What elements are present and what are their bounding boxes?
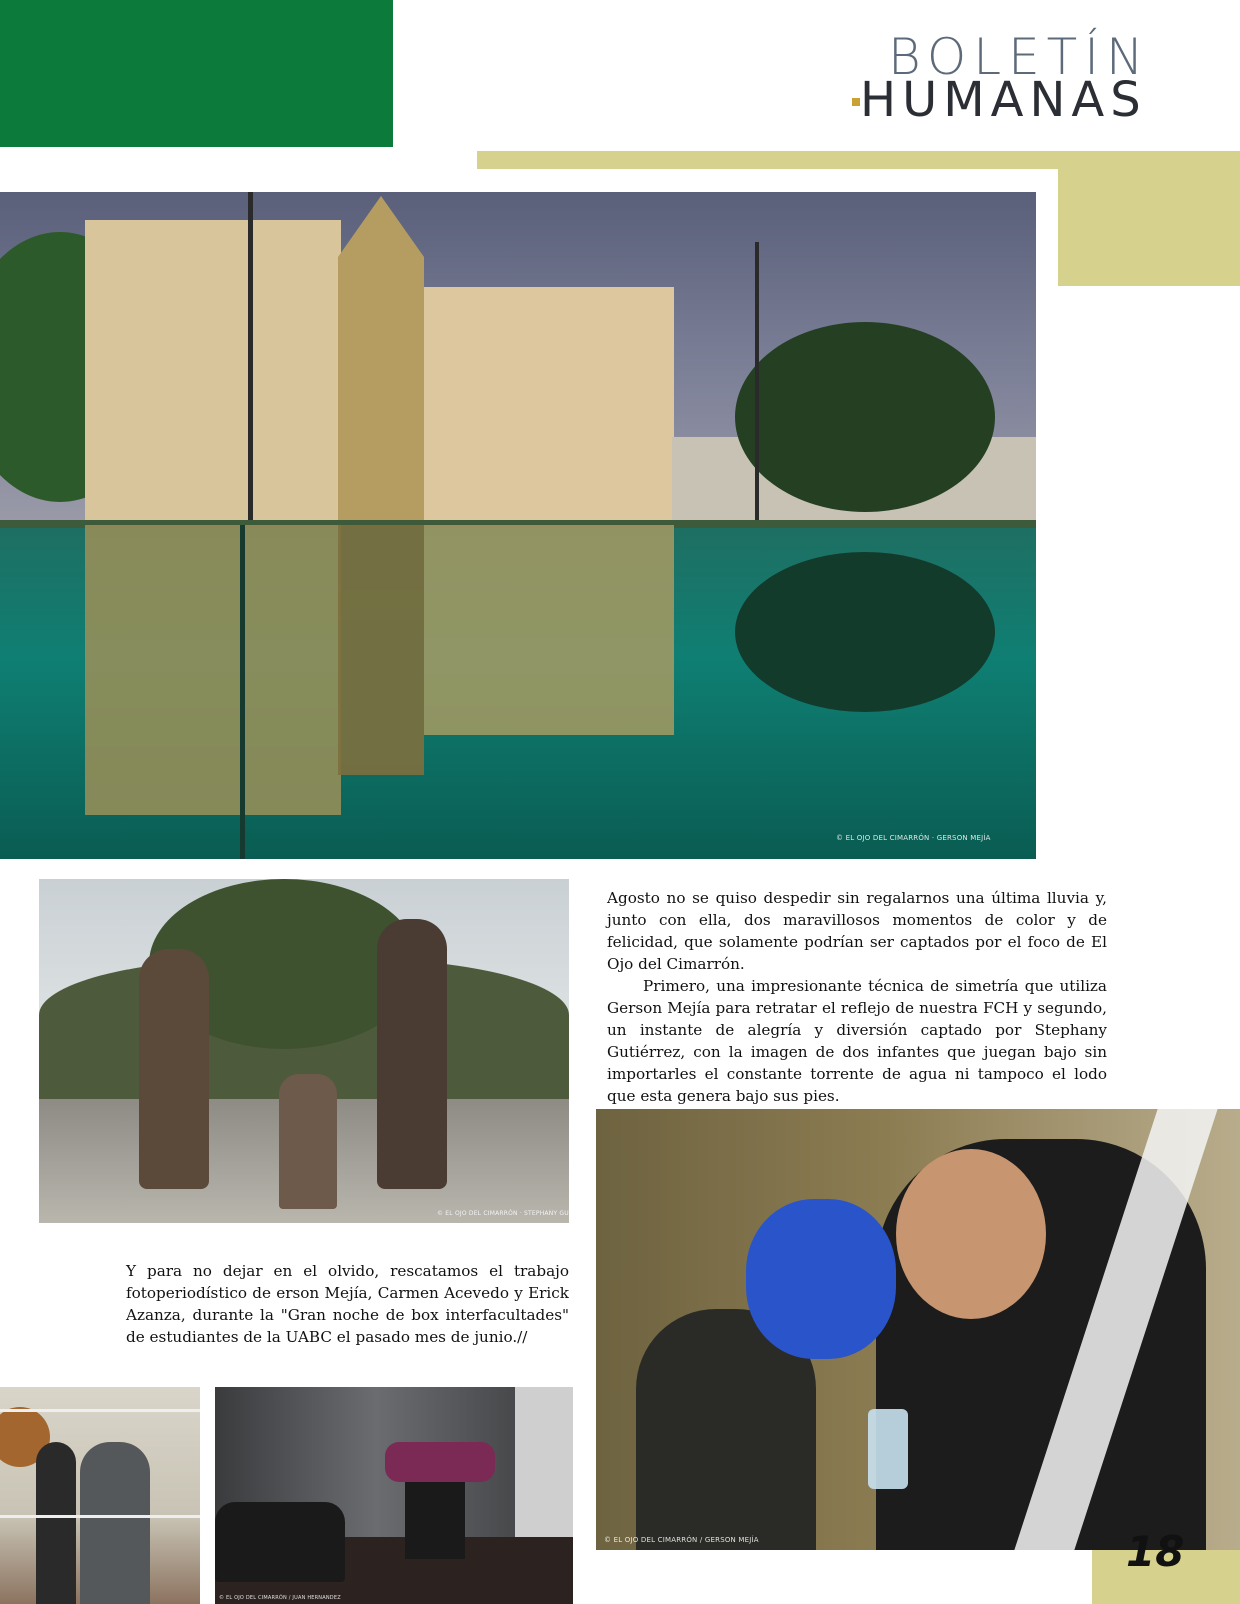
photo-door	[515, 1387, 573, 1537]
photo-reflection-building-left	[85, 525, 341, 815]
photo-reflection-pole	[240, 525, 245, 859]
photo-credit: © EL OJO DEL CIMARRÓN · STEPHANY GUTIÉRREZ	[437, 1210, 596, 1217]
photo-rock	[279, 1074, 337, 1209]
page-number: 18	[1126, 1527, 1185, 1576]
photo-coach-face	[896, 1149, 1046, 1319]
masthead-title-line1: BOLETÍN	[888, 28, 1151, 86]
photo-reflection-tree	[735, 552, 995, 712]
photo-credit: © EL OJO DEL CIMARRÓN / GERSON MEJÍA	[604, 1536, 759, 1544]
khaki-accent-side	[1058, 151, 1240, 286]
article-box-night	[126, 1260, 569, 1348]
masthead-logo	[860, 28, 1180, 128]
green-header-block	[0, 0, 393, 147]
photo-person-stretching	[385, 1442, 495, 1482]
photo-building-tower	[338, 257, 424, 525]
photo-boxing-coach	[596, 1109, 1240, 1550]
photo-pole	[248, 192, 253, 525]
photo-building-right	[424, 287, 674, 525]
photo-reflection-building-right	[424, 525, 674, 735]
article-paragraph: Primero, una impresionante técnica de simetría que utiliza Gerson Mejía para retratar el reflejo de nuestra FCH y segundo, un instante de alegría y diversión captado por Stephany Gutiérrez, con la imagen de dos infantes que juegan bajo sin importarles el constante torrente de agua ni tampoco el lodo que esta genera bajo sus pies.	[607, 977, 1107, 1105]
masthead-dot	[852, 98, 860, 106]
photo-credit: © EL OJO DEL CIMARRÓN · GERSON MEJÍA	[836, 834, 991, 842]
photo-ring-rope-top	[0, 1409, 200, 1412]
photo-hallway-warmup	[215, 1387, 573, 1604]
photo-kids-in-rain	[39, 879, 596, 1223]
photo-boxer-one	[36, 1442, 76, 1604]
photo-child-left	[139, 949, 209, 1189]
photo-ring-rope-middle	[0, 1515, 200, 1518]
photo-tree-right	[735, 322, 995, 512]
photo-person-legs	[405, 1479, 465, 1559]
photo-lamp-post	[755, 242, 759, 525]
article-paragraph: Agosto no se quiso despedir sin regalarnos una última lluvia y, junto con ella, dos maravillosos momentos de color y de felicidad, que solamente podrían ser captados por el foco de El Ojo del Cimarrón.	[607, 889, 1107, 973]
photo-building-tower-roof	[338, 196, 424, 257]
photo-boxer-two	[80, 1442, 150, 1604]
article-paragraph: Y para no dejar en el olvido, rescatamos el trabajo fotoperiodístico de erson Mejía, Carmen Acevedo y Erick Azanza, durante la "Gran noche de box interfacultades" de estudiantes de la UABC el pasado mes de junio.//	[126, 1262, 569, 1346]
photo-credit: © EL OJO DEL CIMARRÓN / JUAN HERNANDEZ	[219, 1595, 341, 1601]
photo-water-bottle	[868, 1409, 908, 1489]
photo-building-left	[85, 220, 341, 525]
masthead-title-line2: HUMANAS	[860, 72, 1147, 128]
article-intro	[607, 887, 1107, 1107]
photo-faculty-reflection	[0, 192, 1036, 859]
photo-boxing-ring	[0, 1387, 200, 1604]
photo-bags	[215, 1502, 345, 1582]
photo-reflection-tower	[338, 525, 424, 775]
photo-blue-headgear	[746, 1199, 896, 1359]
photo-child-right	[377, 919, 447, 1189]
